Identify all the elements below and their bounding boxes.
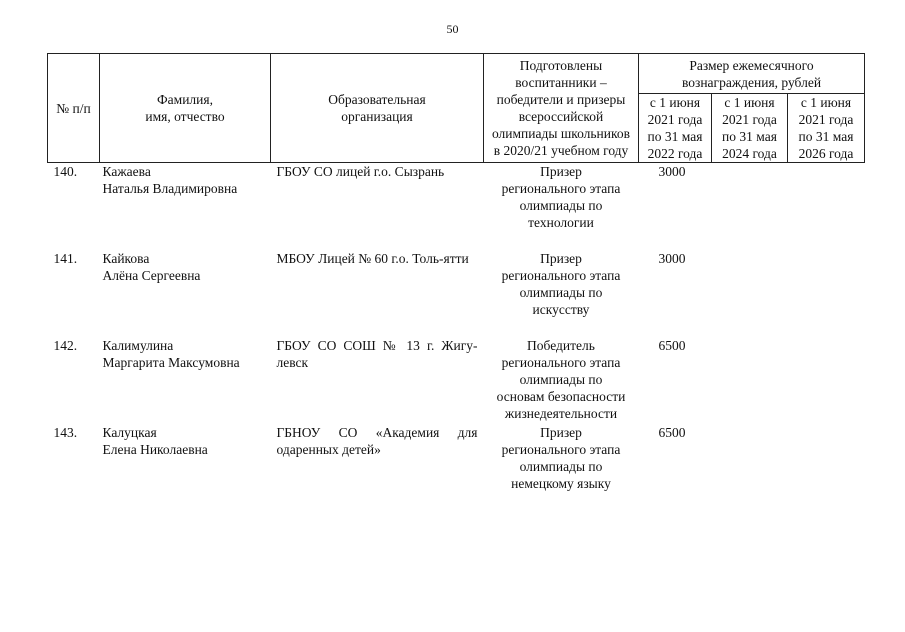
achievement-line: регионального этапа xyxy=(501,442,621,457)
row-amount-period-3 xyxy=(788,337,865,424)
achievement-line: регионального этапа xyxy=(501,181,621,196)
achievement-line: регионального этапа xyxy=(501,268,621,283)
row-organization: ГБОУ СО лицей г.о. Сызрань xyxy=(276,164,445,179)
achievement-line: технологии xyxy=(528,215,594,230)
row-amount-period-2 xyxy=(712,250,788,337)
surname: Кайкова xyxy=(102,251,150,266)
period-line: по 31 мая xyxy=(647,129,703,144)
achievement-line: регионального этапа xyxy=(501,355,621,370)
row-organization: МБОУ Лицей № 60 г.о. Толь-ятти xyxy=(276,251,469,266)
surname: Кажаева xyxy=(102,164,151,179)
achievement-line: Призер xyxy=(540,164,582,179)
period-line: 2021 года xyxy=(722,112,777,127)
row-amount-period-1: 6500 xyxy=(658,338,686,353)
row-amount-period-3 xyxy=(788,424,865,511)
achievement-line: Призер xyxy=(540,425,582,440)
header-achievement-line: в 2020/21 учебном году xyxy=(493,143,629,158)
achievement-line: немецкому языку xyxy=(511,476,611,491)
row-number: 140. xyxy=(53,164,78,179)
header-award-group xyxy=(639,54,865,94)
awards-table xyxy=(47,53,865,511)
table-row xyxy=(48,337,865,424)
achievement-line: искусству xyxy=(532,302,590,317)
table-body xyxy=(48,163,865,512)
period-line: по 31 мая xyxy=(722,129,777,144)
row-achievement xyxy=(484,250,639,337)
header-name xyxy=(100,54,271,163)
row-amount-period-2 xyxy=(712,163,788,251)
achievement-line: олимпиады по xyxy=(519,198,603,213)
row-organization: ГБОУ СО СОШ № 13 г. Жигу-левск xyxy=(276,338,478,370)
row-achievement xyxy=(484,337,639,424)
row-name xyxy=(100,163,271,251)
achievement-line: жизнедеятельности xyxy=(504,406,618,421)
row-amount-period-3 xyxy=(788,250,865,337)
table-row xyxy=(48,424,865,511)
period-line: с 1 июня xyxy=(800,95,852,110)
given-names: Маргарита Максумовна xyxy=(102,355,240,370)
period-line: 2026 года xyxy=(798,146,854,161)
row-number: 143. xyxy=(53,425,78,440)
row-name xyxy=(100,424,271,511)
period-line: 2022 года xyxy=(647,146,703,161)
table-row xyxy=(48,250,865,337)
period-line: 2021 года xyxy=(798,112,854,127)
row-organization: ГБНОУ СО «Академия для одаренных детей» xyxy=(276,425,478,457)
header-period-3 xyxy=(788,94,865,163)
row-amount-period-3 xyxy=(788,163,865,251)
header-period-2 xyxy=(712,94,788,163)
period-line: с 1 июня xyxy=(724,95,775,110)
header-award-line: вознаграждения, рублей xyxy=(681,74,822,90)
achievement-line: Победитель xyxy=(527,338,595,353)
surname: Калуцкая xyxy=(102,425,157,440)
header-name-line: Фамилия, xyxy=(157,92,213,107)
header-achievement-line: олимпиады школьников xyxy=(491,126,630,141)
given-names: Алёна Сергеевна xyxy=(102,268,201,283)
row-amount-period-2 xyxy=(712,424,788,511)
row-number: 142. xyxy=(53,338,78,353)
row-amount-period-1: 3000 xyxy=(658,164,686,179)
row-achievement xyxy=(484,163,639,251)
period-line: 2021 года xyxy=(647,112,703,127)
header-achievement-line: всероссийской xyxy=(518,109,604,124)
row-achievement xyxy=(484,424,639,511)
row-name xyxy=(100,250,271,337)
period-line: 2024 года xyxy=(722,146,777,161)
achievement-line: олимпиады по xyxy=(519,372,603,387)
header-period-1 xyxy=(639,94,712,163)
header-org-line: Образовательная xyxy=(328,92,426,107)
surname: Калимулина xyxy=(102,338,174,353)
header-num: № п/п xyxy=(48,54,100,163)
header-achievement xyxy=(484,54,639,163)
given-names: Наталья Владимировна xyxy=(102,181,238,196)
period-line: с 1 июня xyxy=(649,95,701,110)
header-name-line: имя, отчество xyxy=(145,109,225,124)
row-amount-period-1: 3000 xyxy=(658,251,686,266)
achievement-line: олимпиады по xyxy=(519,459,603,474)
header-achievement-line: победители и призеры xyxy=(496,92,626,107)
header-award-line: Размер ежемесячного xyxy=(689,57,814,73)
row-name xyxy=(100,337,271,424)
header-org xyxy=(271,54,484,163)
header-achievement-line: Подготовлены xyxy=(519,58,603,73)
row-amount-period-2 xyxy=(712,337,788,424)
row-amount-period-1: 6500 xyxy=(658,425,686,440)
achievement-line: Призер xyxy=(540,251,582,266)
achievement-line: основам безопасности xyxy=(496,389,626,404)
header-org-line: организация xyxy=(341,109,413,124)
table-row xyxy=(48,163,865,251)
header-achievement-line: воспитанники – xyxy=(515,75,607,90)
table-header xyxy=(48,54,865,163)
achievement-line: олимпиады по xyxy=(519,285,603,300)
row-number: 141. xyxy=(53,251,78,266)
period-line: по 31 мая xyxy=(798,129,854,144)
page-number: 50 xyxy=(446,22,459,36)
given-names: Елена Николаевна xyxy=(102,442,208,457)
